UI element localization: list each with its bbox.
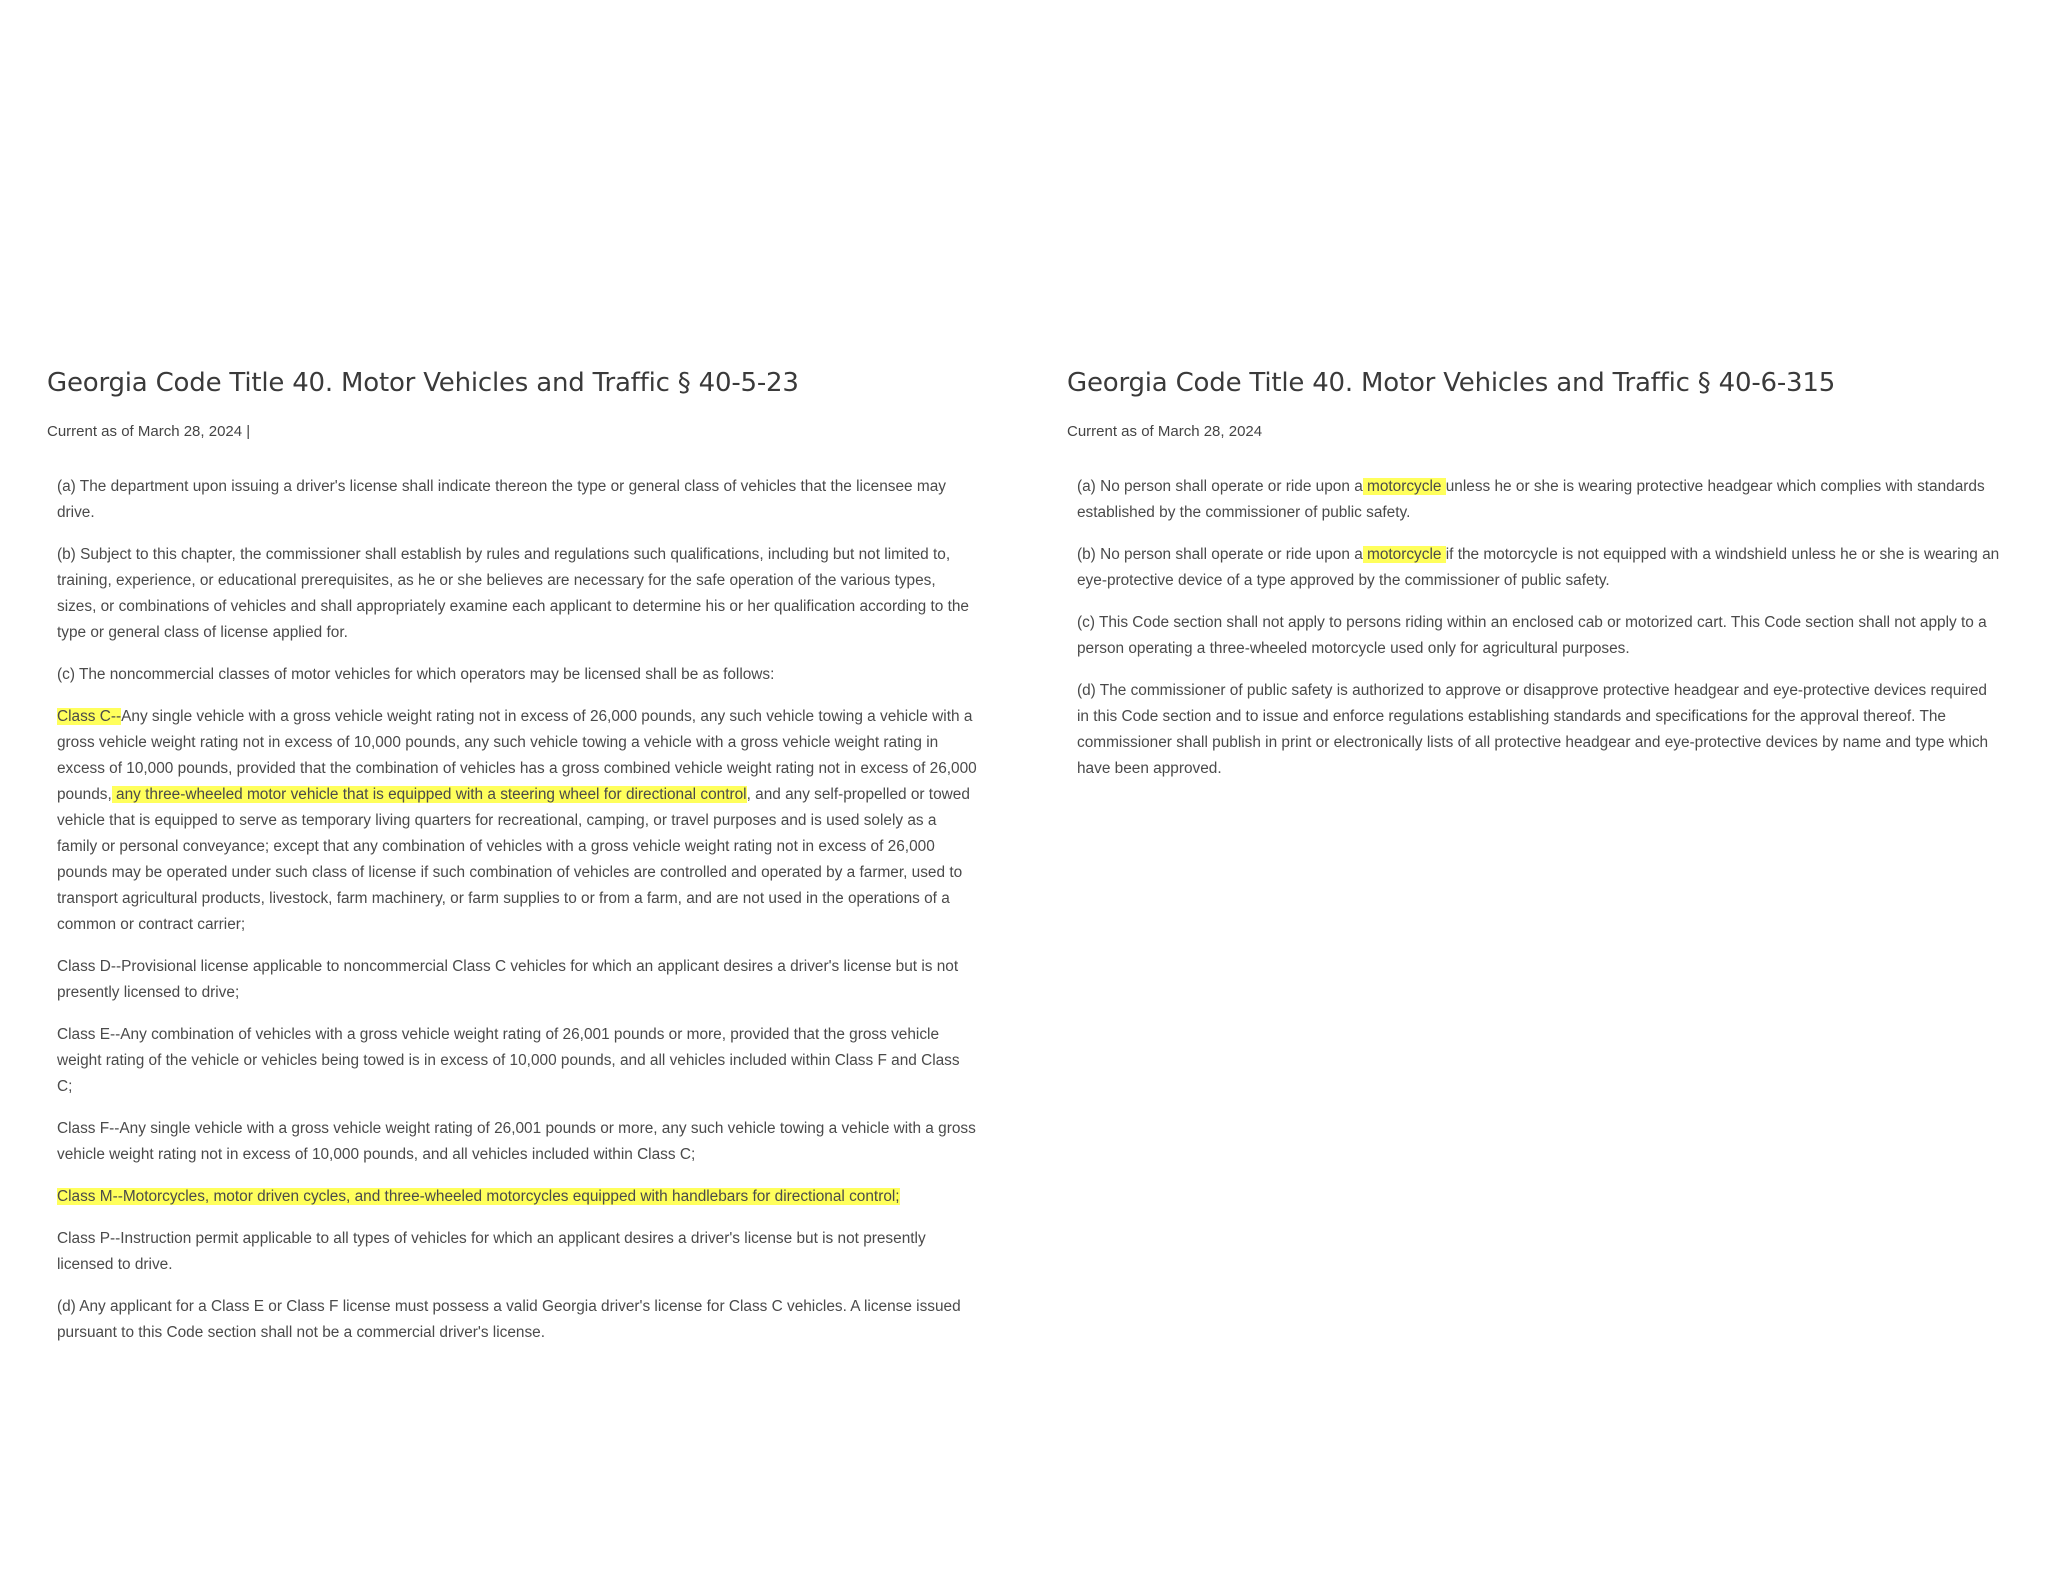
class-c-paragraph xyxy=(57,704,977,938)
highlight-three-wheeled-steering: any three-wheeled motor vehicle that is equipped with a steering wheel for directional control xyxy=(111,786,747,803)
section-body xyxy=(57,474,977,1362)
highlight-motorcycle: motorcycle xyxy=(1362,478,1446,495)
subsection-d: (d) The commissioner of public safety is authorized to approve or disapprove protective headgear and eye-protective devices required in this Code section and to issue and enforce regulations establishing standards and specifications for the approval thereof. The commissioner shall publish in print or electronically lists of all protective headgear and eye-protective devices by name and type which have been approved. xyxy=(1077,682,1989,777)
class-f-paragraph: Class F--Any single vehicle with a gross vehicle weight rating of 26,001 pounds or more, any such vehicle towing a vehicle with a gross vehicle weight rating not in excess of 10,000 pounds, and all vehicles included within Class C; xyxy=(57,1120,976,1163)
class-m-paragraph xyxy=(57,1184,977,1210)
subsection-a-text-part1: (a) No person shall operate or ride upon a xyxy=(1077,478,1363,495)
subsection-c: (c) The noncommercial classes of motor vehicles for which operators may be licensed shall be as follows: xyxy=(57,666,775,683)
current-as-of-date: Current as of March 28, 2024 | xyxy=(47,423,251,440)
class-c-text-part2: , and any self-propelled or towed vehicle that is equipped to serve as temporary living quarters for recreational, camping, or travel purposes and is used solely as a family or personal conveyance; except that any combination of vehicles with a gross vehicle weight rating not in excess of 26,000 pounds may be operated under such class of license if such combination of vehicles are controlled and operated by a farmer, used to transport agricultural products, livestock, farm machinery, or farm supplies to or from a farm, and are not used in the operations of a common or contract carrier; xyxy=(57,786,970,933)
class-d-paragraph: Class D--Provisional license applicable to noncommercial Class C vehicles for which an applicant desires a driver's license but is not presently licensed to drive; xyxy=(57,958,959,1001)
class-e-paragraph: Class E--Any combination of vehicles with a gross vehicle weight rating of 26,001 pounds or more, provided that the gross vehicle weight rating of the vehicle or vehicles being towed is in excess of 10,000 pounds, and all vehicles included within Class F and Class C; xyxy=(57,1026,960,1095)
code-section-40-5-23 xyxy=(47,366,987,1341)
subsection-b-text-part2: if the motorcycle is not equipped with a windshield unless he or she is wearing an eye-protective device of a type approved by the commissioner of public safety. xyxy=(1077,546,2000,589)
subsection-a: (a) The department upon issuing a driver's license shall indicate thereon the type or general class of vehicles that the licensee may drive. xyxy=(57,478,946,521)
section-title: Georgia Code Title 40. Motor Vehicles and Traffic § 40-5-23 xyxy=(47,368,799,398)
subsection-d: (d) Any applicant for a Class E or Class F license must possess a valid Georgia driver's license for Class C vehicles. A license issued pursuant to this Code section shall not be a commercial driver's license. xyxy=(57,1298,961,1341)
highlight-class-m: Class M--Motorcycles, motor driven cycles, and three-wheeled motorcycles equipped with handlebars for directional control; xyxy=(57,1188,900,1205)
section-title: Georgia Code Title 40. Motor Vehicles and Traffic § 40-6-315 xyxy=(1067,368,1836,398)
highlight-motorcycle: motorcycle xyxy=(1362,546,1446,563)
subsection-a xyxy=(1077,474,2002,526)
class-p-paragraph: Class P--Instruction permit applicable to all types of vehicles for which an applicant desires a driver's license but is not presently licensed to drive. xyxy=(57,1230,926,1273)
subsection-b: (b) Subject to this chapter, the commissioner shall establish by rules and regulations such qualifications, including but not limited to, training, experience, or educational prerequisites, as he or she believes are necessary for the safe operation of the various types, sizes, or combinations of vehicles and shall appropriately examine each applicant to determine his or her qualification according to the type or general class of license applied for. xyxy=(57,546,969,641)
current-as-of-date: Current as of March 28, 2024 xyxy=(1067,423,1263,440)
subsection-a-text-part2: unless he or she is wearing protective headgear which complies with standards established by the commissioner of public safety. xyxy=(1077,478,1985,521)
class-c-text-part1: Any single vehicle with a gross vehicle weight rating not in excess of 26,000 pounds, any such vehicle towing a vehicle with a gross vehicle weight rating not in excess of 10,000 pounds, any such vehicle towing a vehicle with a gross vehicle weight rating in excess of 10,000 pounds, provided that the combination of vehicles has a gross combined vehicle weight rating not in excess of 26,000 pounds, xyxy=(57,708,977,803)
code-section-40-6-315 xyxy=(1067,366,2007,777)
subsection-c: (c) This Code section shall not apply to persons riding within an enclosed cab or motorized cart. This Code section shall not apply to a person operating a three-wheeled motorcycle used only for agricultural purposes. xyxy=(1077,614,1987,657)
section-body xyxy=(1077,474,2002,798)
subsection-b xyxy=(1077,542,2002,594)
subsection-b-text-part1: (b) No person shall operate or ride upon a xyxy=(1077,546,1363,563)
highlight-class-c-label: Class C-- xyxy=(57,708,122,725)
